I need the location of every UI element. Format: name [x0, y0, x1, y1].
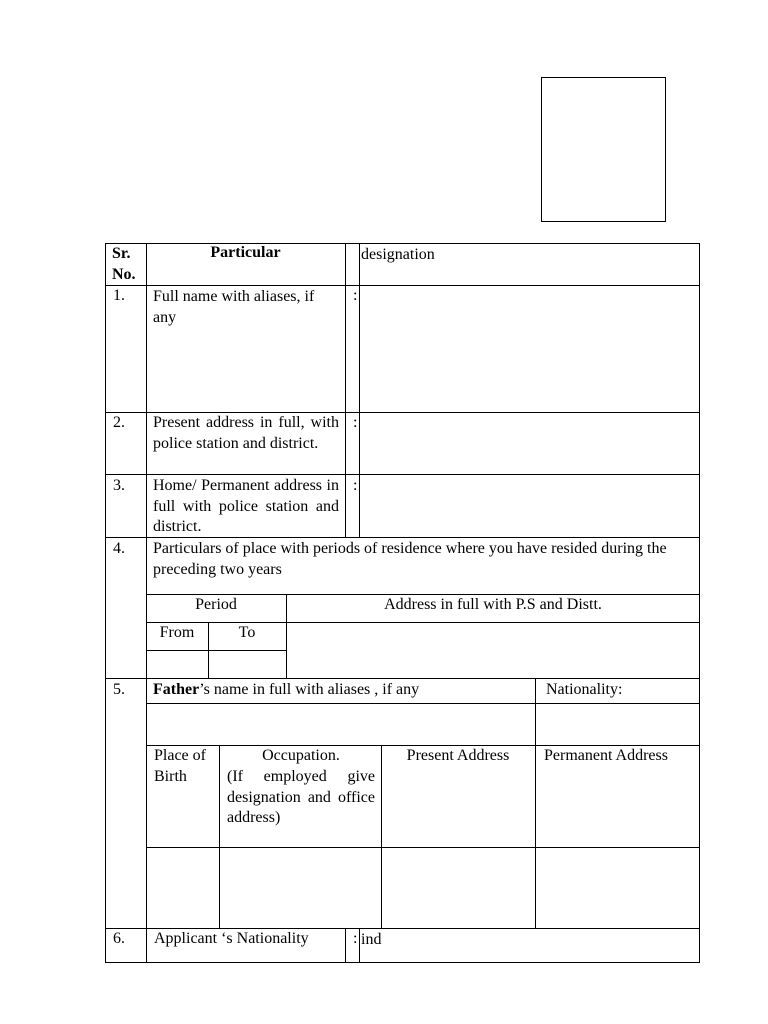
row5-place-of-birth-field[interactable] — [147, 848, 218, 927]
row4-period-header: Period — [195, 596, 237, 613]
border-bottom — [105, 962, 700, 963]
photo-box — [541, 77, 666, 222]
row3-label: Home/ Permanent address in full with police station and district. — [153, 477, 339, 535]
row5-place-of-birth-header: Place of Birth — [154, 747, 206, 785]
row5-nationality-field[interactable] — [536, 704, 698, 744]
row4-address-header: Address in full with P.S and Distt. — [384, 596, 602, 613]
col-divider-colon-right — [359, 243, 360, 537]
row2-colon: : — [353, 414, 358, 431]
row3-value-field[interactable] — [361, 476, 698, 536]
header-sr-no: Sr. No. — [112, 245, 136, 283]
row2-number: 2. — [113, 414, 125, 431]
row5-permanent-address-field[interactable] — [536, 848, 698, 927]
row4-to-header: To — [238, 624, 256, 641]
row5-permanent-address-header: Permanent Address — [544, 747, 668, 764]
row5-number: 5. — [113, 681, 125, 698]
row2-label: Present address in full, with police station and district. — [153, 414, 339, 452]
row5-occupation-title: Occupation. — [262, 747, 340, 764]
row4-from-field[interactable] — [147, 651, 207, 677]
row1-number: 1. — [113, 287, 125, 304]
row5-father-name-field[interactable] — [147, 704, 534, 744]
row4-to-field[interactable] — [209, 651, 285, 677]
row5-father-rest: ’s name in full with aliases , if any — [199, 681, 420, 698]
row5-occupation-field[interactable] — [220, 848, 380, 927]
col-divider-colon-left — [345, 243, 346, 537]
row5-father-bold: Father — [153, 681, 200, 698]
row5-present-address-field[interactable] — [382, 848, 534, 927]
row5-present-address-header: Present Address — [406, 747, 510, 764]
row4-number: 4. — [113, 540, 125, 557]
row1-colon: : — [353, 287, 358, 304]
row4-label: Particulars of place with periods of residence where you have resided during the preceding two years — [153, 540, 667, 578]
row6-label: Applicant ‘s Nationality — [154, 930, 309, 947]
row5-father-label — [153, 680, 533, 701]
row5-occupation-detail: (If employed give designation and office address) — [227, 768, 375, 826]
row5-nationality-label: Nationality: — [546, 681, 623, 698]
row6-number: 6. — [113, 930, 125, 947]
border-left — [105, 243, 106, 963]
row-sep-1 — [105, 285, 700, 286]
row6-nationality-value[interactable]: ind — [361, 931, 382, 948]
row4-address-field[interactable] — [287, 623, 698, 677]
row3-colon: : — [353, 477, 358, 494]
col-divider-colon-left-r6 — [345, 928, 346, 963]
row-sep-3 — [105, 474, 700, 475]
row1-value-field[interactable] — [361, 287, 698, 411]
col-divider-colon-right-r6 — [359, 928, 360, 963]
row2-value-field[interactable] — [361, 414, 698, 473]
header-designation: designation — [361, 246, 435, 263]
row4-from-header: From — [159, 624, 195, 641]
row3-number: 3. — [113, 477, 125, 494]
row1-label: Full name with aliases, if any — [153, 288, 315, 326]
header-particular: Particular — [210, 244, 281, 261]
row6-colon: : — [353, 930, 358, 947]
row-sep-5 — [105, 678, 700, 679]
